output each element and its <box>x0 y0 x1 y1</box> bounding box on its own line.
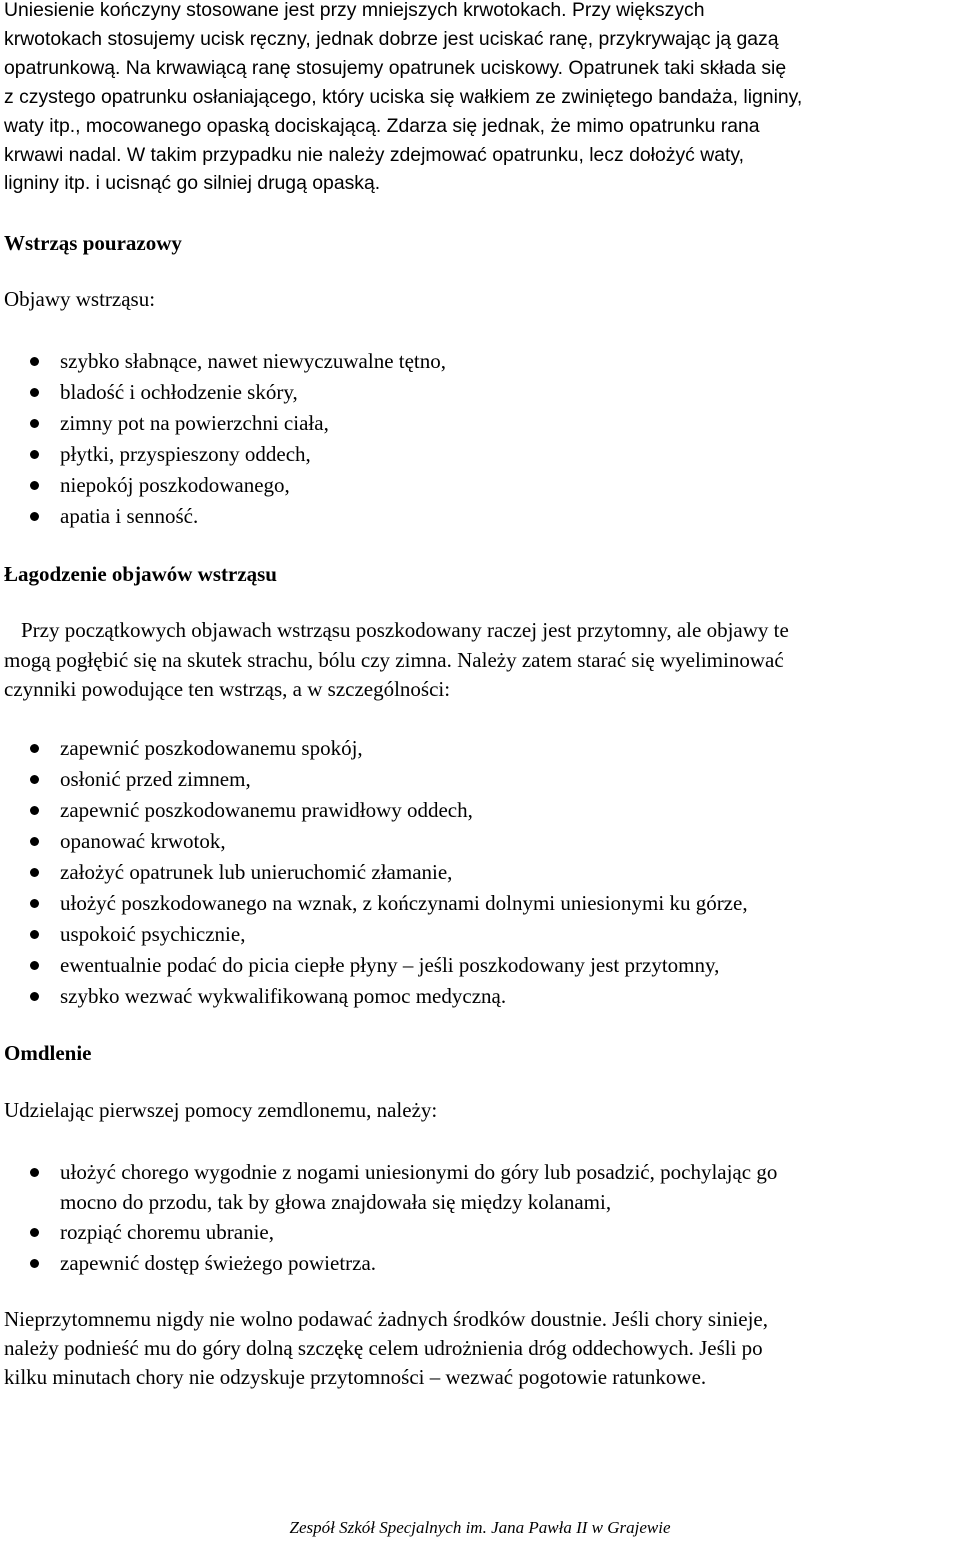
page-footer: Zespół Szkół Specjalnych im. Jana Pawła II w Grajewie <box>289 1518 671 1537</box>
relief-line: czynniki powodujące ten wstrząs, a w szczególności: <box>4 677 451 701</box>
list-item: zimny pot na powierzchni ciała, <box>4 408 954 439</box>
closing-line: Nieprzytomnemu nigdy nie wolno podawać żadnych środków doustnie. Jeśli chory sinieje, <box>4 1307 768 1331</box>
symptoms-intro: Objawy wstrząsu: <box>4 287 156 311</box>
intro-line: krwotokach stosujemy ucisk ręczny, jednak dobrze jest uciskać ranę, przykrywając ją gazą <box>4 27 779 50</box>
list-item: zapewnić poszkodowanemu prawidłowy oddech, <box>4 795 954 826</box>
bullet-icon <box>30 744 39 753</box>
section-heading-fainting: Omdlenie <box>4 1041 92 1065</box>
intro-line: Uniesienie kończyny stosowane jest przy mniejszych krwotokach. Przy większych <box>4 0 705 21</box>
bullet-icon <box>30 837 39 846</box>
bullet-icon <box>30 419 39 428</box>
bullet-icon <box>30 899 39 908</box>
list-item: ułożyć poszkodowanego na wznak, z kończynami dolnymi uniesionymi ku górze, <box>4 888 954 919</box>
intro-paragraph <box>4 0 954 198</box>
bullet-icon <box>30 481 39 490</box>
bullet-icon <box>30 357 39 366</box>
fainting-closing-paragraph <box>4 1305 954 1392</box>
intro-line: waty itp., mocowanego opaską dociskającą. Zdarza się jednak, że mimo opatrunku rana <box>4 114 760 137</box>
list-item: szybko słabnące, nawet niewyczuwalne tętno, <box>4 346 954 377</box>
section-heading-shock: Wstrząs pourazowy <box>4 231 182 255</box>
list-item: zapewnić dostęp świeżego powietrza. <box>4 1248 954 1279</box>
fainting-intro: Udzielając pierwszej pomocy zemdlonemu, należy: <box>4 1098 438 1122</box>
intro-line: opatrunkową. Na krwawiącą ranę stosujemy opatrunek uciskowy. Opatrunek taki składa się <box>4 56 787 79</box>
intro-line: z czystego opatrunku osłaniającego, który uciska się wałkiem ze zwiniętego bandaża, ligniny, <box>4 85 803 108</box>
symptoms-list <box>4 346 954 532</box>
list-item: założyć opatrunek lub unieruchomić złamanie, <box>4 857 954 888</box>
bullet-icon <box>30 930 39 939</box>
section-heading-relief: Łagodzenie objawów wstrząsu <box>4 562 277 586</box>
relief-paragraph <box>4 616 954 705</box>
bullet-icon <box>30 512 39 521</box>
list-item: rozpiąć choremu ubranie, <box>4 1217 954 1248</box>
relief-line: mogą pogłębić się na skutek strachu, bólu czy zimna. Należy zatem starać się wyeliminować <box>4 647 784 672</box>
relief-line: Przy początkowych objawach wstrząsu poszkodowany raczej jest przytomny, ale objawy te <box>21 618 789 642</box>
list-item: bladość i ochłodzenie skóry, <box>4 377 954 408</box>
bullet-icon <box>30 450 39 459</box>
bullet-icon <box>30 961 39 970</box>
relief-actions-list <box>4 733 954 1012</box>
list-item: osłonić przed zimnem, <box>4 764 954 795</box>
bullet-icon <box>30 1168 39 1177</box>
intro-line: krwawi nadal. W takim przypadku nie należy zdejmować opatrunku, lecz dołożyć waty, <box>4 143 745 166</box>
list-item: płytki, przyspieszony oddech, <box>4 439 954 470</box>
fainting-actions-list <box>4 1157 954 1279</box>
closing-line: kilku minutach chory nie odzyskuje przytomności – wezwać pogotowie ratunkowe. <box>4 1365 707 1389</box>
list-item: szybko wezwać wykwalifikowaną pomoc medyczną. <box>4 981 954 1012</box>
intro-line: ligniny itp. i ucisnąć go silniej drugą opaską. <box>4 172 381 195</box>
bullet-icon <box>30 868 39 877</box>
list-item: uspokoić psychicznie, <box>4 919 954 950</box>
bullet-icon <box>30 388 39 397</box>
list-item: opanować krwotok, <box>4 826 954 857</box>
bullet-icon <box>30 992 39 1001</box>
bullet-icon <box>30 775 39 784</box>
list-item: ułożyć chorego wygodnie z nogami uniesionymi do góry lub posadzić, pochylając go mocno do przodu, tak by głowa znajdowała się między kolanami, <box>4 1157 954 1217</box>
list-item: apatia i senność. <box>4 501 954 532</box>
closing-line: należy podnieść mu do góry dolną szczękę celem udrożnienia dróg oddechowych. Jeśli po <box>4 1336 763 1360</box>
bullet-icon <box>30 806 39 815</box>
list-item: ewentualnie podać do picia ciepłe płyny – jeśli poszkodowany jest przytomny, <box>4 950 954 981</box>
list-item: zapewnić poszkodowanemu spokój, <box>4 733 954 764</box>
bullet-icon <box>30 1228 39 1237</box>
list-item: niepokój poszkodowanego, <box>4 470 954 501</box>
bullet-icon <box>30 1259 39 1268</box>
